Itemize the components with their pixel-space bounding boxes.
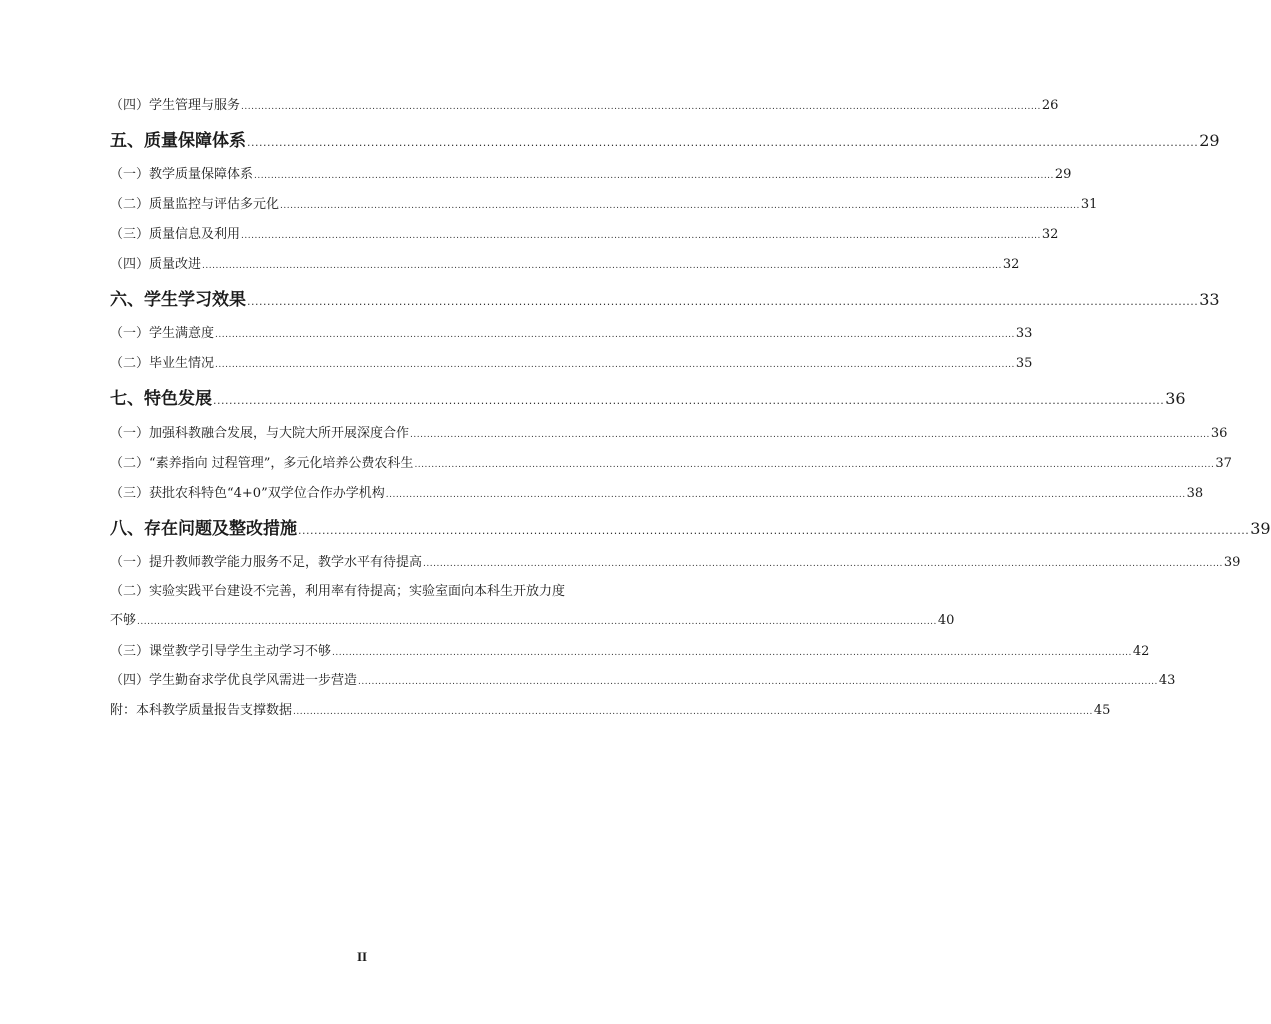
toc-entry[interactable] xyxy=(110,193,1098,212)
toc-entry-label: （四）学生管理与服务 xyxy=(110,98,241,113)
toc-entry-page: 32 xyxy=(1041,227,1059,242)
toc-entry-label: （二）毕业生情况 xyxy=(110,356,215,371)
toc-entry-label: （二）“素养指向 过程管理”，多元化培养公费农科生 xyxy=(110,456,414,471)
toc-entry[interactable] xyxy=(110,223,1059,242)
toc-entry[interactable] xyxy=(110,551,1241,570)
toc-section-heading[interactable] xyxy=(110,514,1271,539)
toc-dot-leader: .............................................................................................................................................................................................................................................. xyxy=(247,136,1199,149)
toc-dot-leader: .............................................................................................................................................................................................................................................. xyxy=(332,648,1132,658)
toc-entry-page: 39 xyxy=(1250,519,1271,538)
toc-dot-leader: .............................................................................................................................................................................................................................................. xyxy=(423,559,1223,569)
toc-entry-label: （四）质量改进 xyxy=(110,257,202,272)
toc-entry-page: 33 xyxy=(1199,290,1220,309)
toc-entry[interactable] xyxy=(110,352,1033,371)
toc-entry-label: 附：本科教学质量报告支撑数据 xyxy=(110,703,293,718)
toc-entry-page: 38 xyxy=(1186,486,1204,501)
toc-dot-leader: .............................................................................................................................................................................................................................................. xyxy=(215,360,1015,370)
toc-entry-page: 31 xyxy=(1080,197,1098,212)
toc-entry[interactable] xyxy=(110,94,1059,113)
toc-entry-page: 45 xyxy=(1093,703,1111,718)
toc-dot-leader: .............................................................................................................................................................................................................................................. xyxy=(358,677,1158,687)
toc-entry-label: 七、特色发展 xyxy=(110,389,212,409)
toc-entry-label: （一）提升教师教学能力服务不足，教学水平有待提高 xyxy=(110,555,423,570)
page-number: II xyxy=(356,949,368,964)
toc-dot-leader: .............................................................................................................................................................................................................................................. xyxy=(213,394,1165,407)
toc-entry-page: 29 xyxy=(1199,131,1220,150)
toc-entry[interactable] xyxy=(110,163,1072,182)
toc-entry-page: 26 xyxy=(1041,98,1059,113)
toc-entry-label: （一）教学质量保障体系 xyxy=(110,167,254,182)
toc-entry-label: （一）学生满意度 xyxy=(110,326,215,341)
toc-dot-leader: .............................................................................................................................................................................................................................................. xyxy=(247,295,1199,308)
toc-section-heading[interactable] xyxy=(110,285,1220,310)
toc-dot-leader: .............................................................................................................................................................................................................................................. xyxy=(298,524,1250,537)
toc-entry-page: 40 xyxy=(937,613,955,628)
toc-entry-label: 六、学生学习效果 xyxy=(110,290,246,310)
toc-dot-leader: .............................................................................................................................................................................................................................................. xyxy=(293,707,1093,717)
toc-entry-page: 37 xyxy=(1215,456,1232,471)
toc-entry-label: 八、存在问题及整改措施 xyxy=(110,519,297,539)
toc-entry-label: （三）获批农科特色“4+0”双学位合作办学机构 xyxy=(110,486,385,501)
toc-entry-page: 42 xyxy=(1132,644,1150,659)
toc-dot-leader: .............................................................................................................................................................................................................................................. xyxy=(280,201,1080,211)
toc-dot-leader: .............................................................................................................................................................................................................................................. xyxy=(385,490,1186,500)
toc-dot-leader: .............................................................................................................................................................................................................................................. xyxy=(215,330,1015,340)
toc-entry-label: （一）加强科教融合发展，与大院大所开展深度合作 xyxy=(110,426,410,441)
toc-dot-leader: .............................................................................................................................................................................................................................................. xyxy=(410,430,1210,440)
toc-entry-page: 33 xyxy=(1015,326,1033,341)
toc-entry-label: （二）质量监控与评估多元化 xyxy=(110,197,280,212)
toc-entry[interactable] xyxy=(110,253,1020,272)
toc-entry-label: （四）学生勤奋求学优良学风需进一步营造 xyxy=(110,673,358,688)
toc-section-heading[interactable] xyxy=(110,126,1220,151)
toc-dot-leader: .............................................................................................................................................................................................................................................. xyxy=(241,231,1041,241)
toc-entry[interactable] xyxy=(110,322,1033,341)
toc-entry[interactable] xyxy=(110,669,1176,688)
toc-entry-page: 36 xyxy=(1165,389,1186,408)
toc-entry[interactable] xyxy=(110,422,1228,441)
toc-entry[interactable] xyxy=(110,482,1204,501)
toc-dot-leader: .............................................................................................................................................................................................................................................. xyxy=(202,261,1002,271)
toc-dot-leader: .............................................................................................................................................................................................................................................. xyxy=(254,171,1054,181)
toc-entry-label: （三）质量信息及利用 xyxy=(110,227,241,242)
toc-entry[interactable] xyxy=(110,452,1232,471)
toc-dot-leader: .............................................................................................................................................................................................................................................. xyxy=(137,617,937,627)
toc-entry-label: （三）课堂教学引导学生主动学习不够 xyxy=(110,644,332,659)
toc-section-heading[interactable] xyxy=(110,384,1186,409)
toc-entry-label-line1[interactable]: （二）实验实践平台建设不完善，利用率有待提高；实验室面向本科生开放力度 xyxy=(110,584,566,599)
toc-entry[interactable] xyxy=(110,609,955,628)
toc-dot-leader: .............................................................................................................................................................................................................................................. xyxy=(414,460,1215,470)
toc-entry-page: 36 xyxy=(1210,426,1228,441)
toc-entry[interactable] xyxy=(110,640,1150,659)
toc-entry-label: 五、质量保障体系 xyxy=(110,131,246,151)
toc-entry-label-line2: 不够 xyxy=(110,613,137,628)
toc-entry-page: 32 xyxy=(1002,257,1020,272)
toc-entry[interactable] xyxy=(110,699,1111,718)
toc-dot-leader: .............................................................................................................................................................................................................................................. xyxy=(241,102,1041,112)
toc-entry-page: 43 xyxy=(1158,673,1176,688)
toc-entry-page: 35 xyxy=(1015,356,1033,371)
toc-entry-page: 29 xyxy=(1054,167,1072,182)
toc-entry-page: 39 xyxy=(1223,555,1241,570)
